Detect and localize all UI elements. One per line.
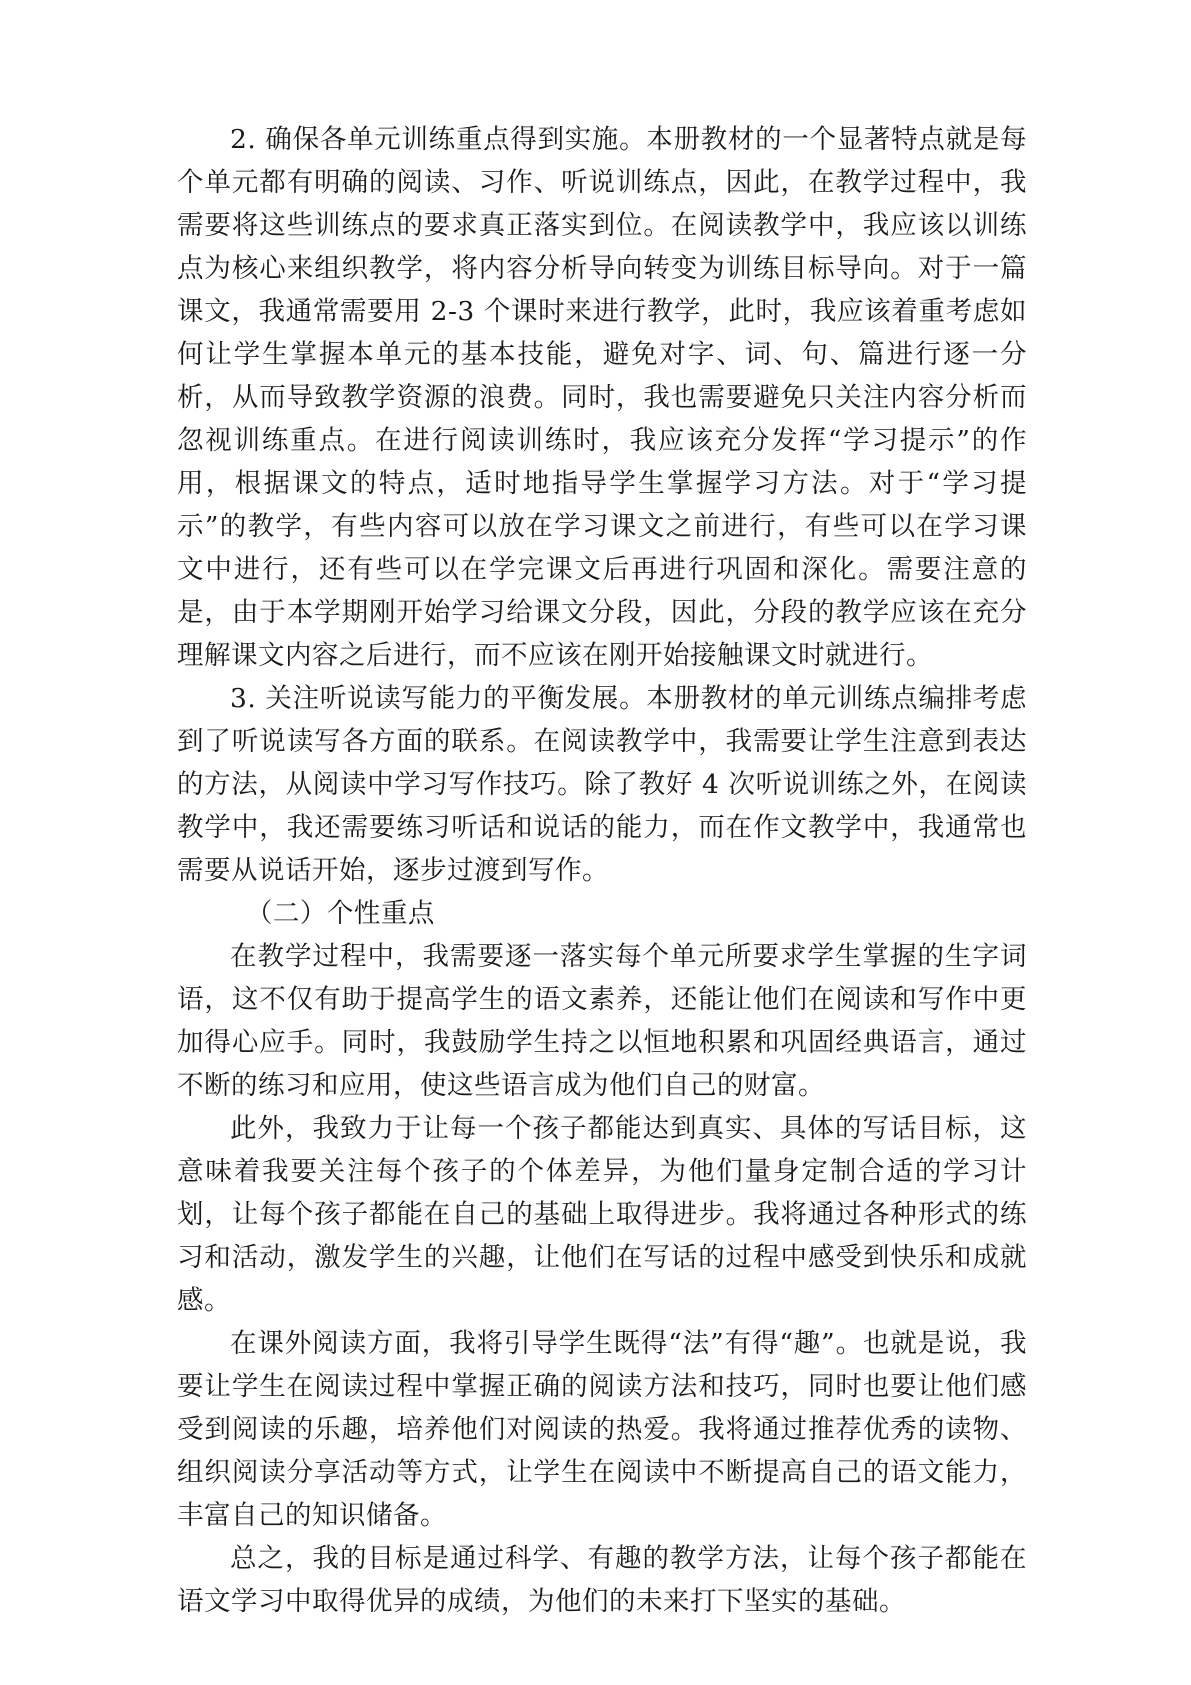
section-heading-individual-focus: （二）个性重点: [245, 898, 435, 929]
paragraph-balanced-development: 3. 关注听说读写能力的平衡发展。本册教材的单元训练点编排考虑到了听说读写各方面的联系。在阅读教学中，我需要让学生注意到表达的方法，从阅读中学习写作技巧。除了教好 4 次听说训练之外，在阅读教学中，我还需要练习听话和说话的能力，而在作文教学中，我通常也需要从说话开始，逐步过渡到写作。: [177, 683, 1027, 886]
paragraph-extracurricular-reading: 在课外阅读方面，我将引导学生既得“法”有得“趣”。也就是说，我要让学生在阅读过程中掌握正确的阅读方法和技巧，同时也要让他们感受到阅读的乐趣，培养他们对阅读的热爱。我将通过推荐优秀的读物、组织阅读分享活动等方式，让学生在阅读中不断提高自己的语文能力，丰富自己的知识储备。: [177, 1328, 1027, 1531]
paragraph-writing-goals: 此外，我致力于让每一个孩子都能达到真实、具体的写话目标，这意味着我要关注每个孩子的个体差异，为他们量身定制合适的学习计划，让每个孩子都能在自己的基础上取得进步。我将通过各种形式的练习和活动，激发学生的兴趣，让他们在写话的过程中感受到快乐和成就感。: [177, 1113, 1027, 1316]
document-body: [177, 118, 1027, 1623]
paragraph-unit-training-focus: 2. 确保各单元训练重点得到实施。本册教材的一个显著特点就是每个单元都有明确的阅读、习作、听说训练点，因此，在教学过程中，我需要将这些训练点的要求真正落实到位。在阅读教学中，我应该以训练点为核心来组织教学，将内容分析导向转变为训练目标导向。对于一篇课文，我通常需要用 2-3 个课时来进行教学，此时，我应该着重考虑如何让学生掌握本单元的基本技能，避免对字、词、句、篇进行逐一分析，从而导致教学资源的浪费。同时，我也需要避免只关注内容分析而忽视训练重点。在进行阅读训练时，我应该充分发挥“学习提示”的作用，根据课文的特点，适时地指导学生掌握学习方法。对于“学习提示”的教学，有些内容可以放在学习课文之前进行，有些可以在学习课文中进行，还有些可以在学完课文后再进行巩固和深化。需要注意的是，由于本学期刚开始学习给课文分段，因此，分段的教学应该在充分理解课文内容之后进行，而不应该在刚开始接触课文时就进行。: [177, 124, 1027, 671]
paragraph-vocabulary: 在教学过程中，我需要逐一落实每个单元所要求学生掌握的生字词语，这不仅有助于提高学生的语文素养，还能让他们在阅读和写作中更加得心应手。同时，我鼓励学生持之以恒地积累和巩固经典语言，通过不断的练习和应用，使这些语言成为他们自己的财富。: [177, 941, 1027, 1101]
paragraph-conclusion: 总之，我的目标是通过科学、有趣的教学方法，让每个孩子都能在语文学习中取得优异的成绩，为他们的未来打下坚实的基础。: [177, 1543, 1027, 1617]
